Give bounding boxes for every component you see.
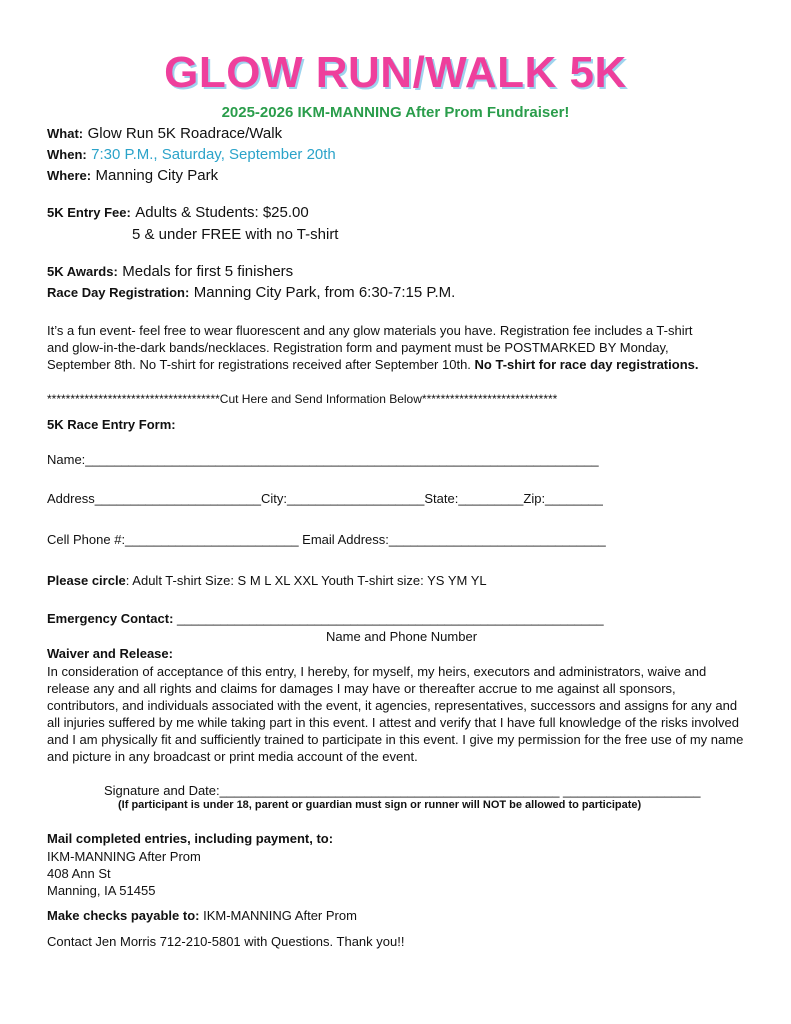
what-row: [47, 125, 282, 143]
form-heading: 5K Race Entry Form:: [47, 417, 176, 432]
registration-row: [47, 284, 455, 302]
phone-email-field[interactable]: Cell Phone #:________________________ Email Address:______________________________: [47, 532, 606, 547]
signature-note: (If participant is under 18, parent or guardian must sign or runner will NOT be allowed to participate): [118, 799, 642, 811]
mail-heading: Mail completed entries, including payment, to:: [47, 831, 334, 846]
fee-value-adults: Adults & Students: $25.00: [135, 204, 309, 221]
cut-line: *************************************Cut Here and Send Information Below*****************************: [47, 392, 558, 406]
intro-text: It’s a fun event- feel free to wear fluorescent and any glow materials you have. Registration fee includes a T-shirt and glow-in-the-dark bands/necklaces. Registration form and payment must be POSTMARKED BY Monday, September 8th. No T-shirt for registrations received after September 10th.: [47, 323, 693, 372]
intro-paragraph: [47, 322, 707, 373]
mail-line-3: Manning, IA 51455: [47, 883, 156, 898]
registration-label: Race Day Registration:: [47, 285, 190, 300]
where-value: Manning City Park: [95, 167, 219, 184]
circle-label: Please circle: [47, 573, 126, 588]
awards-row: [47, 263, 293, 281]
checks-row: [47, 907, 357, 924]
what-value: Glow Run 5K Roadrace/Walk: [87, 125, 283, 142]
awards-label: 5K Awards:: [47, 264, 118, 279]
mail-line-1: IKM-MANNING After Prom: [47, 849, 201, 864]
emergency-line: ___________________________________________________________: [173, 611, 604, 626]
intro-bold-text: No T-shirt for race day registrations.: [474, 357, 699, 372]
emergency-label: Emergency Contact:: [47, 611, 174, 626]
emergency-caption: Name and Phone Number: [326, 629, 478, 644]
fee-row: [47, 204, 309, 222]
contact-line: Contact Jen Morris 712-210-5801 with Questions. Thank you!!: [47, 934, 405, 949]
what-label: What:: [47, 126, 84, 141]
signature-field[interactable]: Signature and Date:_______________________________________________ ___________________: [104, 783, 701, 798]
fee-value-kids: 5 & under FREE with no T-shirt: [132, 226, 339, 243]
awards-value: Medals for first 5 finishers: [122, 263, 294, 280]
page-subtitle: 2025-2026 IKM-MANNING After Prom Fundraiser!: [221, 104, 570, 121]
when-row: [47, 146, 336, 164]
where-label: Where:: [47, 168, 92, 183]
where-row: [47, 167, 218, 185]
registration-value: Manning City Park, from 6:30-7:15 P.M.: [193, 284, 456, 301]
when-value: 7:30 P.M., Saturday, September 20th: [91, 146, 336, 163]
fee-label: 5K Entry Fee:: [47, 205, 131, 220]
emergency-contact-field[interactable]: [47, 610, 604, 627]
mail-line-2: 408 Ann St: [47, 866, 111, 881]
tshirt-size-row[interactable]: [47, 572, 487, 589]
when-label: When:: [47, 147, 87, 162]
tshirt-sizes: : Adult T-shirt Size: S M L XL XXL Youth T-shirt size: YS YM YL: [125, 573, 487, 588]
checks-value: IKM-MANNING After Prom: [199, 908, 357, 923]
checks-label: Make checks payable to:: [47, 908, 200, 923]
address-field[interactable]: Address_______________________City:___________________State:_________Zip:________: [47, 491, 603, 506]
page-title: GLOW RUN/WALK 5K: [164, 48, 627, 97]
waiver-text: In consideration of acceptance of this entry, I hereby, for myself, my heirs, executors and administrators, waive and release any and all rights and claims for damages I may have or thereafter accrue to me against all sponsors, contributors, and individuals associated with the event, it agencies, representatives, successors and assigns for any and all injuries suffered by me while taking part in this event. I attest and verify that I have full knowledge of the risks involved and I am physically fit and sufficiently trained to participate in this event. I give my permission for the free use of my name and picture in any broadcast or print media account of the event.: [47, 664, 744, 764]
name-field[interactable]: Name:_______________________________________________________________________: [47, 452, 599, 467]
waiver-heading: Waiver and Release:: [47, 646, 173, 661]
